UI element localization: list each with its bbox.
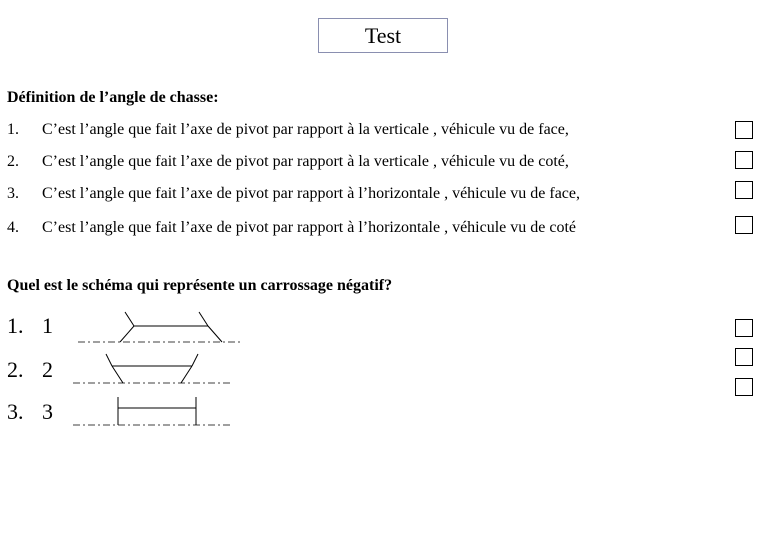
q1-option4-text: C’est l’angle que fait l’axe de pivot par rapport à l’horizontale , véhicule vu de coté <box>42 219 577 236</box>
q1-option3-checkbox[interactable] <box>735 181 753 199</box>
schema-2-diagram <box>70 354 235 388</box>
question1-heading: Définition de l’angle de chasse: <box>7 89 219 106</box>
q1-option2-text: C’est l’angle que fait l’axe de pivot par rapport à la verticale , véhicule vu de coté, <box>42 153 569 170</box>
q2-option1-label: 1 <box>42 313 53 338</box>
q2-option2-number: 2. <box>7 357 24 382</box>
q2-option1-checkbox[interactable] <box>735 319 753 337</box>
page-title <box>318 18 448 53</box>
q1-option1-checkbox[interactable] <box>735 121 753 139</box>
page-title-text: Test <box>364 22 402 48</box>
q2-option2-checkbox[interactable] <box>735 348 753 366</box>
q2-option3-label: 3 <box>42 399 53 424</box>
q2-option3-checkbox[interactable] <box>735 378 753 396</box>
q1-option3-number: 3. <box>7 185 19 202</box>
q2-option2-label: 2 <box>42 357 53 382</box>
q2-option1-number: 1. <box>7 313 24 338</box>
q1-option2-number: 2. <box>7 153 19 170</box>
q1-option4-number: 4. <box>7 219 19 236</box>
schema-3-diagram <box>70 394 235 428</box>
q1-option4-checkbox[interactable] <box>735 216 753 234</box>
q1-option1-number: 1. <box>7 121 19 138</box>
schema-1-diagram <box>75 312 245 348</box>
q2-option3-number: 3. <box>7 399 24 424</box>
question2-heading: Quel est le schéma qui représente un carrossage négatif? <box>7 277 393 294</box>
q1-option1-text: C’est l’angle que fait l’axe de pivot par rapport à la verticale , véhicule vu de face, <box>42 121 569 138</box>
q1-option2-checkbox[interactable] <box>735 151 753 169</box>
q1-option3-text: C’est l’angle que fait l’axe de pivot par rapport à l’horizontale , véhicule vu de face, <box>42 185 580 202</box>
